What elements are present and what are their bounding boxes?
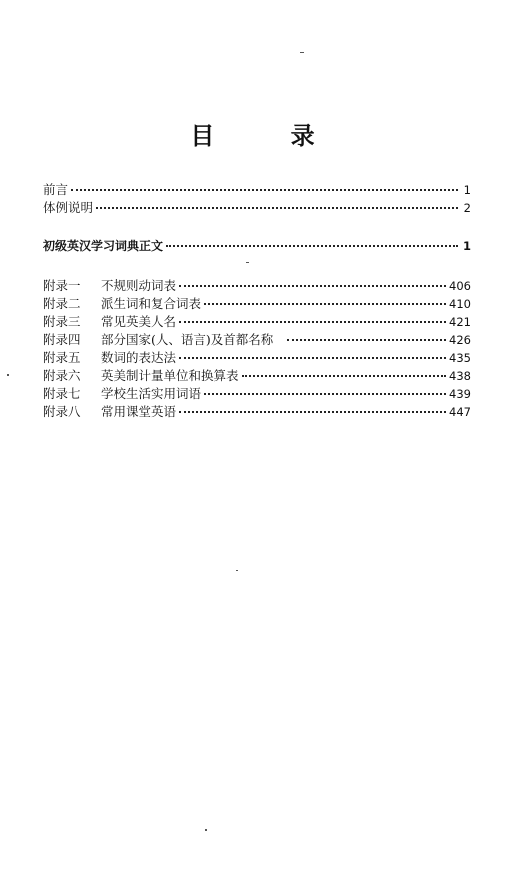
toc-entry-label: 数词的表达法 <box>101 350 177 365</box>
toc-entry-label: 前言 <box>43 182 69 197</box>
appendix-number: 附录三 <box>43 314 81 329</box>
toc-appendix-entry[interactable] <box>43 367 471 385</box>
toc-entry-label: 派生词和复合词表 <box>101 296 202 311</box>
toc-entry-page: 410 <box>449 297 471 311</box>
toc-appendix-entry[interactable] <box>43 349 471 367</box>
toc-entry[interactable] <box>43 181 471 199</box>
leader-dots <box>204 303 446 305</box>
toc-entry-label: 部分国家(人、语言)及首都名称 <box>101 332 274 347</box>
appendix-number: 附录一 <box>43 278 81 293</box>
leader-dots <box>179 285 446 287</box>
appendix-number: 附录五 <box>43 350 81 365</box>
scan-speck <box>205 829 207 831</box>
page-title: 目 录 <box>190 122 349 150</box>
leader-dots <box>242 375 447 377</box>
leader-dots <box>179 357 446 359</box>
toc-entry-page: 447 <box>449 405 471 419</box>
appendix-number: 附录四 <box>43 332 81 347</box>
toc-entry-label: 初级英汉学习词典正文 <box>43 239 164 253</box>
toc-entry-label: 学校生活实用词语 <box>101 386 202 401</box>
leader-dots <box>204 393 446 395</box>
appendix-number: 附录七 <box>43 386 81 401</box>
leader-dots <box>287 339 446 341</box>
toc-entry-page: 435 <box>449 351 471 365</box>
appendix-number: 附录六 <box>43 368 81 383</box>
toc-entry-page: 1 <box>463 183 471 197</box>
scan-speck <box>246 262 249 263</box>
toc-entry-page: 421 <box>449 315 471 329</box>
toc-appendix-entry[interactable] <box>43 313 471 331</box>
toc-appendix-entry[interactable] <box>43 403 471 421</box>
leader-dots <box>71 189 458 191</box>
toc-entry-label: 体例说明 <box>43 200 94 215</box>
leader-dots <box>179 411 446 413</box>
toc-entry-label: 常见英美人名 <box>101 314 177 329</box>
leader-dots <box>166 245 458 247</box>
toc-front-section <box>43 181 471 217</box>
toc-entry-main[interactable] <box>43 237 471 255</box>
toc-entry-page: 426 <box>449 333 471 347</box>
toc-entry-label: 常用课堂英语 <box>101 404 177 419</box>
toc-entry-page: 438 <box>449 369 471 383</box>
toc-main-section <box>43 237 471 255</box>
scan-speck <box>236 570 238 571</box>
toc-entry-label: 不规则动词表 <box>101 278 177 293</box>
toc-appendix-entry[interactable] <box>43 277 471 295</box>
toc-appendix-entry[interactable] <box>43 385 471 403</box>
appendix-number: 附录二 <box>43 296 81 311</box>
toc-entry-page: 2 <box>463 201 471 215</box>
toc-entry-page: 439 <box>449 387 471 401</box>
toc-entry-page: 406 <box>449 279 471 293</box>
toc-appendix-section <box>43 277 471 421</box>
scan-speck <box>300 52 304 53</box>
toc-appendix-entry[interactable] <box>43 331 471 349</box>
toc-entry-label: 英美制计量单位和换算表 <box>101 368 239 383</box>
scan-speck <box>7 374 9 376</box>
toc-entry-page: 1 <box>462 239 471 253</box>
leader-dots <box>179 321 446 323</box>
toc-appendix-entry[interactable] <box>43 295 471 313</box>
leader-dots <box>96 207 458 209</box>
toc-entry[interactable] <box>43 199 471 217</box>
appendix-number: 附录八 <box>43 404 81 419</box>
